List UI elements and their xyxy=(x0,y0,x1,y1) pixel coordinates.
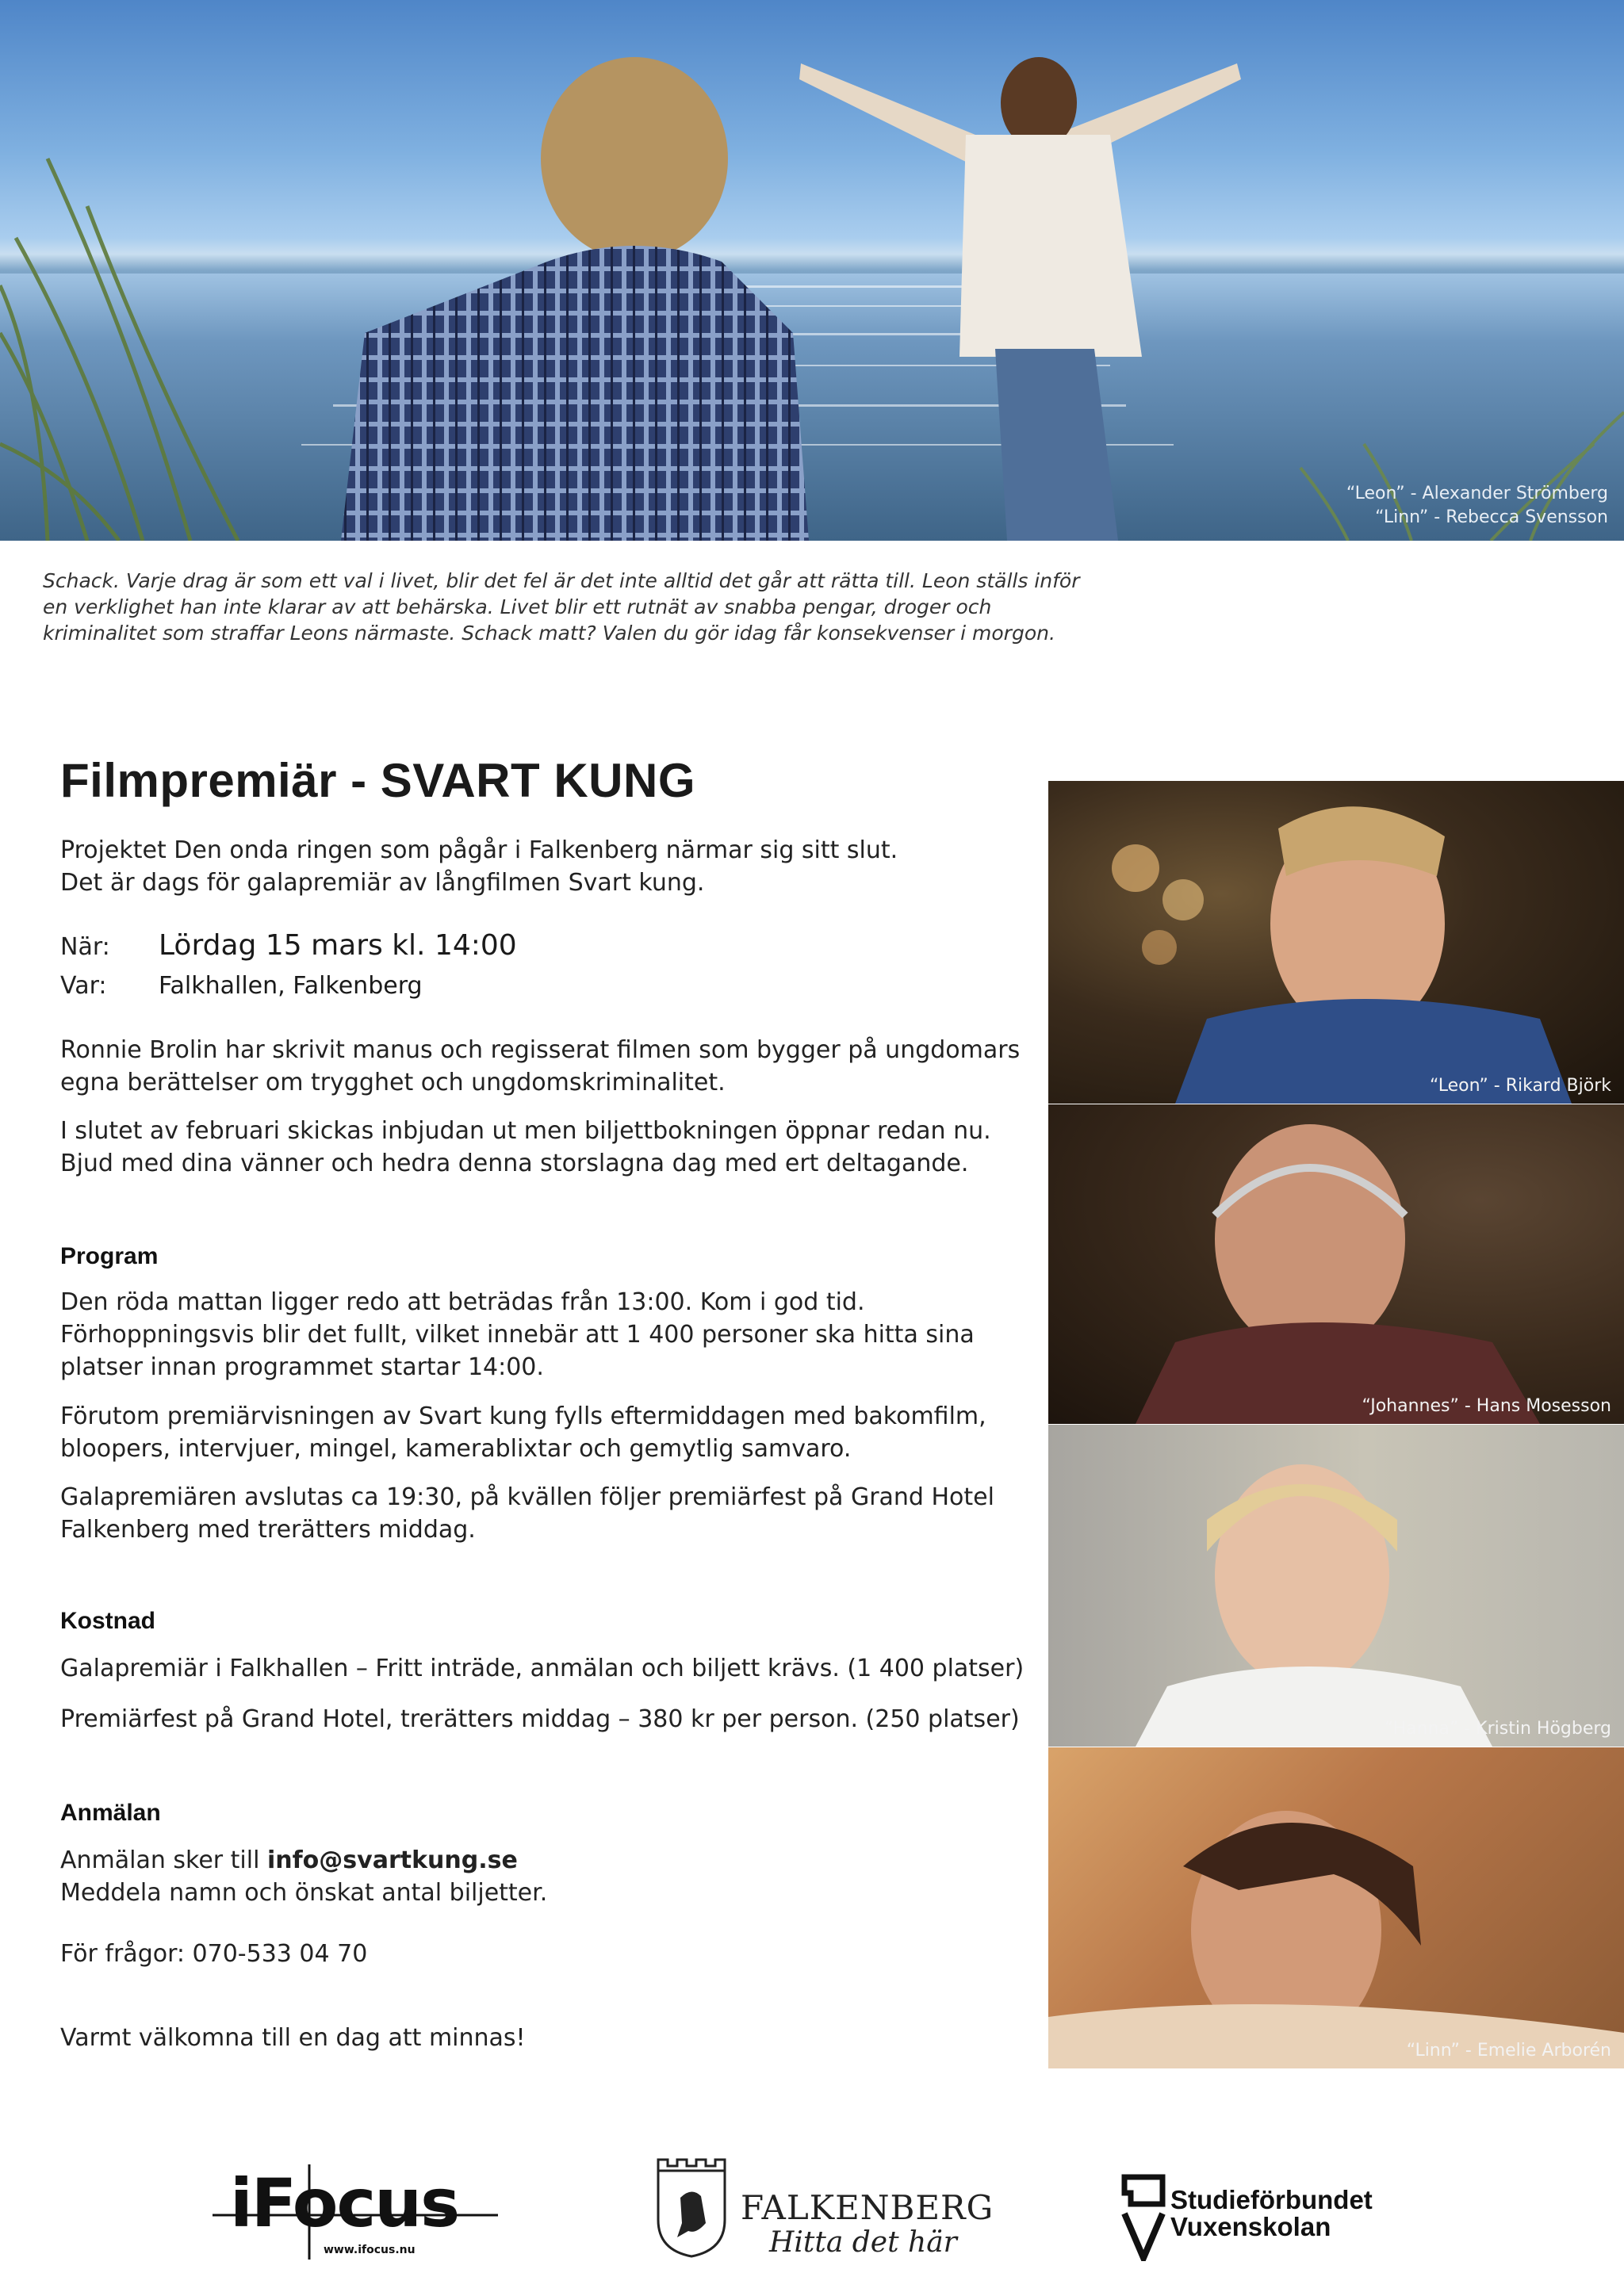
signup-line-2: Meddela namn och önskat antal biljetter. xyxy=(60,1879,548,1907)
when-row xyxy=(60,929,517,962)
program-heading: Program xyxy=(60,1243,159,1269)
synopsis-text: Schack. Varje drag är som ett val i livet, blir det fel är det inte alltid det går att rätta till. Leon ställs inför en verklighet han inte klarar av att behärska. Livet blir ett rutnät av snabba pengar, droger och kriminalitet som straffar Leons närmaste. Schack matt? Valen du gör idag får konsekvenser i morgon. xyxy=(43,569,1080,645)
questions-phone: För frågor: 070-533 04 70 xyxy=(60,1940,368,1968)
signup-line-1 xyxy=(60,1844,1028,1877)
ifocus-logo xyxy=(213,2164,498,2260)
vuxenskolan-wordmark xyxy=(1170,2187,1373,2241)
about-paragraph-2: I slutet av februari skickas inbjudan ut men biljettbokningen öppnar redan nu. Bjud med dina vänner och hedra denna storslagna dag med ert deltagande. xyxy=(60,1117,991,1177)
cost-line-1: Galapremiär i Falkhallen – Fritt inträde, anmälan och biljett krävs. (1 400 platser) xyxy=(60,1655,1025,1682)
where-label: Var: xyxy=(60,972,107,1000)
hero-credit-linn: “Linn” - Rebecca Svensson xyxy=(1375,507,1608,527)
actor-photo-linn xyxy=(1048,1747,1624,2068)
falkenberg-wordmark: FALKENBERG xyxy=(741,2188,994,2227)
actor-credit-linn: “Linn” - Emelie Arborén xyxy=(1406,2041,1611,2061)
falkenberg-tagline: Hitta det här xyxy=(769,2226,957,2259)
signup-heading: Anmälan xyxy=(60,1800,161,1826)
cost-line-2: Premiärfest på Grand Hotel, trerätters middag – 380 kr per person. (250 platser) xyxy=(60,1705,1020,1733)
page-title: Filmpremiär - SVART KUNG xyxy=(60,754,695,807)
when-value: Lördag 15 mars kl. 14:00 xyxy=(159,929,517,962)
program-paragraph-2: Förutom premiärvisningen av Svart kung fylls eftermiddagen med bakomfilm, bloopers, intervjuer, mingel, kamerablixtar och gemytlig samvaro. xyxy=(60,1402,986,1463)
falkenberg-logo xyxy=(653,2155,994,2266)
sponsor-logos xyxy=(0,2149,1624,2267)
hero-scene-illustration xyxy=(0,0,1624,541)
about-paragraph-1: Ronnie Brolin har skrivit manus och regisserat filmen som bygger på ungdomars egna berättelser om trygghet och ungdomskriminalitet. xyxy=(60,1036,1021,1096)
main-column xyxy=(60,753,1020,808)
actor-photo-leon xyxy=(1048,781,1624,1104)
hero-photo xyxy=(0,0,1624,541)
intro-line-1: Projektet Den onda ringen som pågår i Falkenberg närmar sig sitt slut. xyxy=(60,836,898,864)
actor-credit-hanna: “Hanna” - Kristin Högberg xyxy=(1384,1719,1611,1739)
intro-line-2: Det är dags för galapremiär av långfilmen Svart kung. xyxy=(60,869,705,897)
actor-illustration-hanna xyxy=(1048,1425,1624,1747)
program-paragraph-1: Den röda mattan ligger redo att beträdas från 13:00. Kom i god tid. Förhoppningsvis blir det fullt, vilket innebär att 1 400 personer ska hitta sina platser innan programmet startar 14:00. xyxy=(60,1288,975,1381)
program-paragraph-3: Galapremiären avslutas ca 19:30, på kvällen följer premiärfest på Grand Hotel Falkenberg med trerätters middag. xyxy=(60,1483,994,1544)
actor-credit-leon: “Leon” - Rikard Björk xyxy=(1430,1076,1611,1096)
intro xyxy=(60,834,1020,899)
vuxenskolan-logo xyxy=(1120,2172,1421,2267)
where-value: Falkhallen, Falkenberg xyxy=(159,972,423,1000)
ifocus-wordmark: iFocus xyxy=(230,2164,459,2242)
actor-photo-hanna xyxy=(1048,1425,1624,1747)
signup-email-link[interactable]: info@svartkung.se xyxy=(266,1846,518,1874)
signup-prefix: Anmälan sker till xyxy=(60,1846,267,1874)
vuxenskolan-line-2: Vuxenskolan xyxy=(1170,2212,1331,2241)
cost-heading: Kostnad xyxy=(60,1608,155,1634)
ifocus-url: www.ifocus.nu xyxy=(324,2244,416,2256)
actor-illustration-linn xyxy=(1048,1747,1624,2068)
actor-credit-johannes: “Johannes” - Hans Mosesson xyxy=(1362,1396,1611,1416)
when-label: När: xyxy=(60,933,110,961)
actor-illustration-johannes xyxy=(1048,1104,1624,1424)
welcome-text: Varmt välkomna till en dag att minnas! xyxy=(60,2024,526,2052)
where-row xyxy=(60,972,423,1000)
falkenberg-crest-icon xyxy=(653,2155,730,2258)
actor-photo-johannes xyxy=(1048,1104,1624,1424)
actor-illustration-leon xyxy=(1048,781,1624,1104)
hero-credit-leon: “Leon” - Alexander Strömberg xyxy=(1346,484,1608,503)
sv-monogram-icon xyxy=(1120,2172,1167,2261)
vuxenskolan-line-1: Studieförbundet xyxy=(1170,2185,1373,2214)
